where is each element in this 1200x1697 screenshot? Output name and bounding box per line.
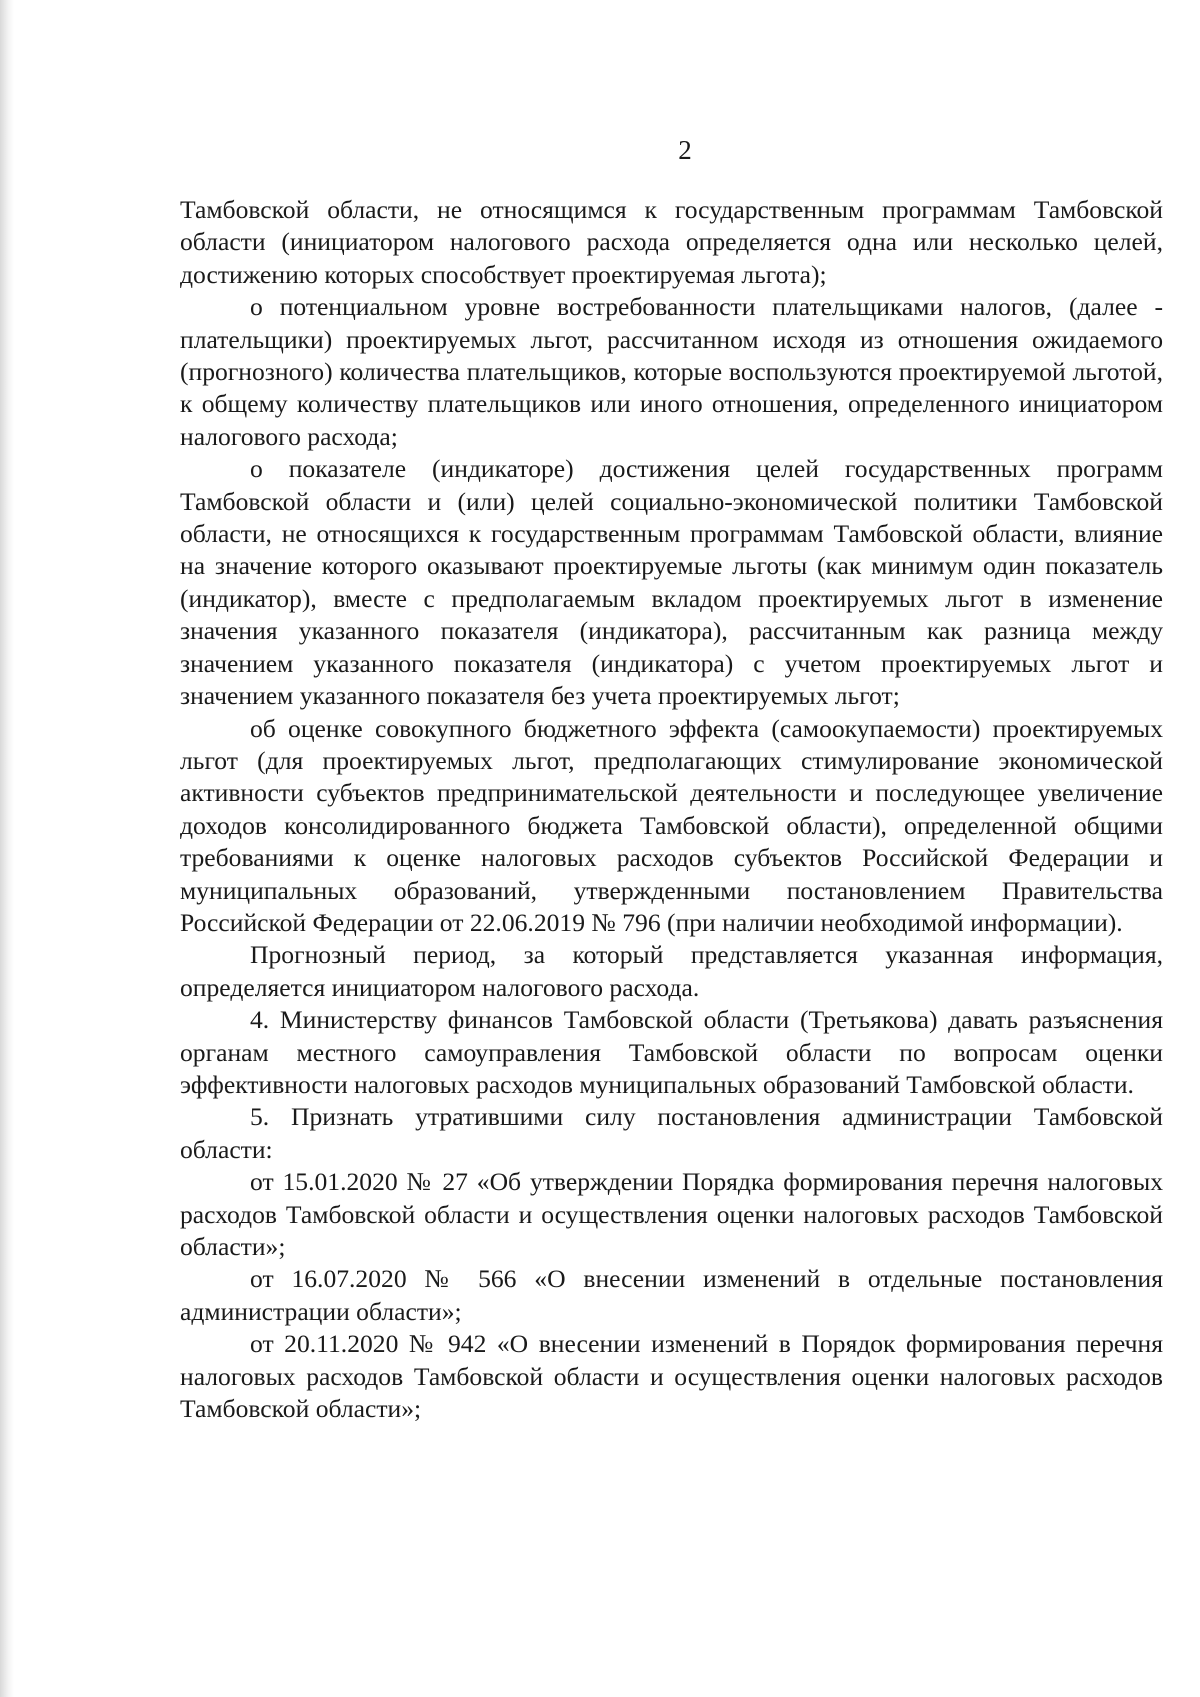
paragraph-forecast-period: Прогнозный период, за который представляется указанная информация, определяется инициатором налогового расхода. bbox=[180, 940, 1163, 1002]
paragraph-demand-level: о потенциальном уровне востребованности плательщиками налогов, (далее - плательщики) проектируемых льгот, рассчитанном исходя из отношения ожидаемого (прогнозного) количества плательщиков, которые воспользуются проектируемой льготой, к общему количеству плательщиков или иного отношения, определенного инициатором налогового расхода; bbox=[180, 292, 1163, 451]
paragraph-item-5: 5. Признать утратившими силу постановления администрации Тамбовской области: bbox=[180, 1102, 1163, 1164]
paragraph-repeal-27: от 15.01.2020 № 27 «Об утверждении Порядка формирования перечня налоговых расходов Тамбовской области и осуществления оценки налоговых расходов Тамбовской области»; bbox=[180, 1167, 1163, 1261]
paragraph-budget-effect: об оценке совокупного бюджетного эффекта (самоокупаемости) проектируемых льгот (для проектируемых льгот, предполагающих стимулирование экономической активности субъектов предпринимательской деятельности и последующее увеличение доходов консолидированного бюджета Тамбовской области), определенной общими требованиями к оценке налоговых расходов субъектов Российской Федерации и муниципальных образований, утвержденными постановлением Правительства Российской Федерации от 22.06.2019 № 796 (при наличии необходимой информации). bbox=[180, 713, 1163, 937]
paragraph-indicator: о показателе (индикаторе) достижения целей государственных программ Тамбовской области и (или) целей социально-экономической политики Тамбовской области, не относящихся к государственным программам Тамбовской области, влияние на значение которого оказывают проектируемые льготы (как минимум один показатель (индикатор), вместе с предполагаемым вкладом проектируемых льгот в изменение значения указанного показателя (индикатора), рассчитанным как разница между значением указанного показателя (индикатора) с учетом проектируемых льгот и значением указанного показателя без учета проектируемых льгот; bbox=[180, 454, 1163, 711]
paragraph-item-4: 4. Министерству финансов Тамбовской области (Третьякова) давать разъяснения органам местного самоуправления Тамбовской области по вопросам оценки эффективности налоговых расходов муниципальных образований Тамбовской области. bbox=[180, 1005, 1163, 1099]
paragraph-continuation: Тамбовской области, не относящимся к государственным программам Тамбовской области (инициатором налогового расхода определяется одна или несколько целей, достижению которых способствует проектируемая льгота); bbox=[180, 195, 1163, 289]
paragraph-repeal-566: от 16.07.2020 № 566 «О внесении изменений в отдельные постановления администрации области»; bbox=[180, 1264, 1163, 1326]
page-number: 2 bbox=[678, 135, 692, 165]
scan-edge-shadow bbox=[0, 0, 14, 1697]
document-body bbox=[180, 194, 1163, 1425]
paragraph-repeal-942: от 20.11.2020 № 942 «О внесении изменений в Порядок формирования перечня налоговых расходов Тамбовской области и осуществления оценки налоговых расходов Тамбовской области»; bbox=[180, 1329, 1163, 1424]
